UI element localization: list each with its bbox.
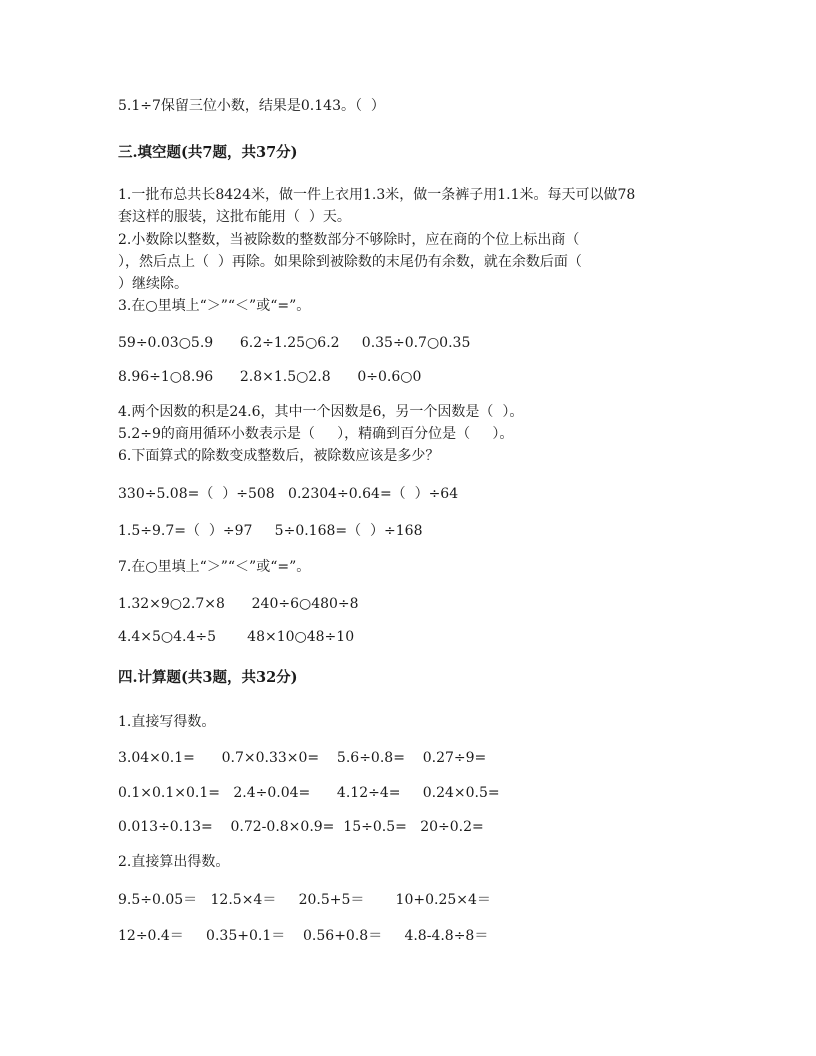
- question-text: 7.在○里填上“＞”“＜”或“=”。: [118, 559, 311, 575]
- question-text: 6.下面算式的除数变成整数后，被除数应该是多少？: [118, 448, 440, 464]
- equation-row: 330÷5.08=（ ）÷508 0.2304÷0.64=（ ）÷64: [118, 486, 459, 502]
- question-text: 套这样的服装，这批布能用（ ）天。: [118, 209, 351, 225]
- question-text: 3.在○里填上“＞”“＜”或“=”。: [118, 298, 311, 314]
- question-text: 1.一批布总共长8424米，做一件上衣用1.3米，做一条裤子用1.1米。每天可以做78: [118, 187, 636, 203]
- equation-row: 0.1×0.1×0.1= 2.4÷0.04= 4.12÷4= 0.24×0.5=: [118, 785, 500, 801]
- comparison-row: 8.96÷1○8.96 2.8×1.5○2.8 0÷0.6○0: [118, 369, 422, 385]
- question-text: 2.小数除以整数，当被除数的整数部分不够除时，应在商的个位上标出商（: [118, 232, 580, 248]
- section-heading-calculation: 四.计算题(共3题，共32分): [118, 669, 298, 686]
- comparison-row: 4.4×5○4.4÷5 48×10○48÷10: [118, 629, 355, 645]
- equation-row: 3.04×0.1= 0.7×0.33×0= 5.6÷0.8= 0.27÷9=: [118, 750, 487, 766]
- comparison-row: 59÷0.03○5.9 6.2÷1.25○6.2 0.35÷0.7○0.35: [118, 335, 471, 351]
- equation-row: 9.5÷0.05＝ 12.5×4＝ 20.5+5＝ 10+0.25×4＝: [118, 892, 491, 908]
- question-text: ）继续除。: [118, 276, 188, 292]
- question-text: 5.1÷7保留三位小数，结果是0.143。（ ）: [118, 98, 385, 114]
- equation-row: 0.013÷0.13= 0.72-0.8×0.9= 15÷0.5= 20÷0.2=: [118, 819, 484, 835]
- question-text: ），然后点上（ ）再除。如果除到被除数的末尾仍有余数，就在余数后面（: [118, 254, 582, 270]
- question-text: 2.直接算出得数。: [118, 854, 230, 870]
- equation-row: 12÷0.4＝ 0.35+0.1＝ 0.56+0.8＝ 4.8-4.8÷8＝: [118, 928, 489, 944]
- question-text: 1.直接写得数。: [118, 714, 216, 730]
- question-text: 4.两个因数的积是24.6，其中一个因数是6，另一个因数是（ ）。: [118, 404, 524, 420]
- section-heading-fill-in: 三.填空题(共7题，共37分): [118, 144, 298, 161]
- equation-row: 1.5÷9.7=（ ）÷97 5÷0.168=（ ）÷168: [118, 523, 423, 539]
- comparison-row: 1.32×9○2.7×8 240÷6○480÷8: [118, 596, 359, 612]
- question-text: 5.2÷9的商用循环小数表示是（ ），精确到百分位是（ ）。: [118, 426, 514, 442]
